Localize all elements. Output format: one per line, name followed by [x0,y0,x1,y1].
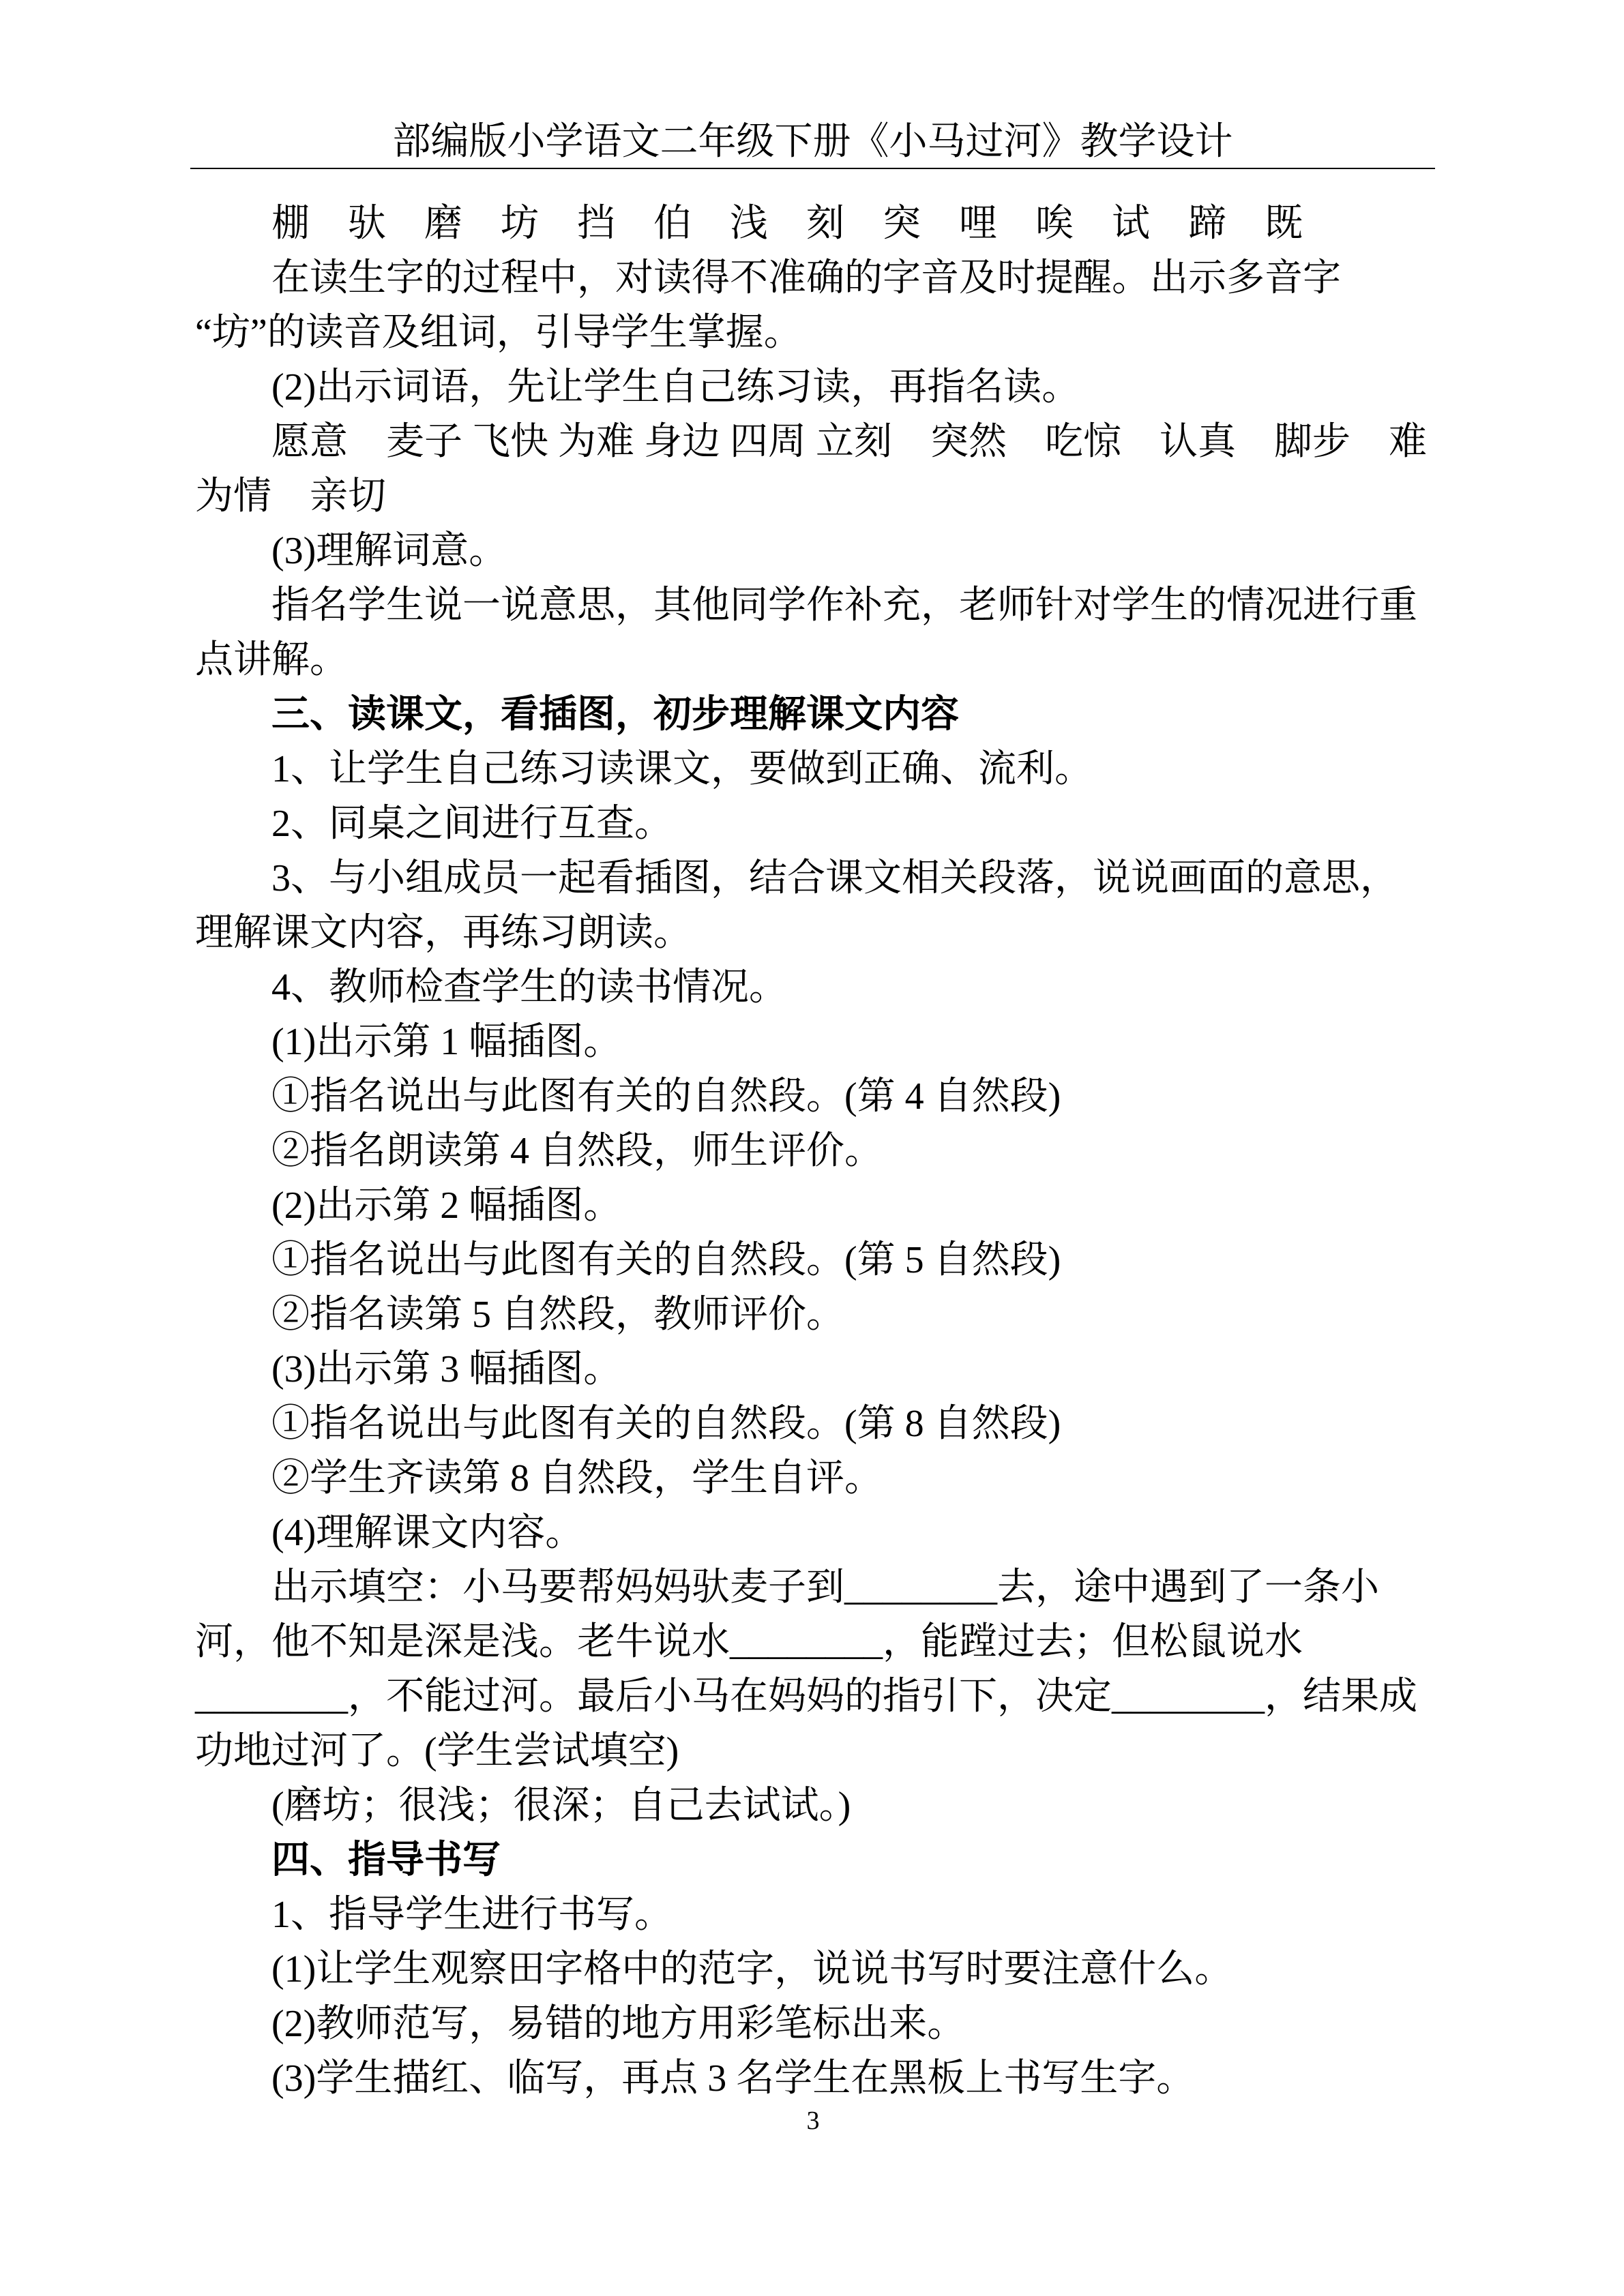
text-line: 功地过河了。(学生尝试填空) [195,1730,679,1772]
text-line: 2、同桌之间进行互查。 [271,803,673,845]
text-line: 在读生字的过程中，对读得不准确的字音及时提醒。出示多音字 [271,257,1341,299]
text-line: (2)出示第 2 幅插图。 [271,1184,622,1227]
text-line: 点讲解。 [195,639,348,681]
text-line: 理解课文内容，再练习朗读。 [195,912,692,954]
text-line: (2)教师范写，易错的地方用彩笔标出来。 [271,2003,966,2045]
page-number: 3 [806,2106,820,2135]
text-line: 河，他不知是深是浅。老牛说水________，能蹚过去；但松鼠说水 [195,1621,1303,1663]
text-line: ①指名说出与此图有关的自然段。(第 5 自然段) [271,1239,1061,1281]
text-line: 3、与小组成员一起看插图，结合课文相关段落，说说画面的意思， [271,857,1398,899]
header-rule [190,168,1435,169]
text-line: ________，不能过河。最后小马在妈妈的指引下，决定________，结果成 [195,1675,1417,1718]
text-line: (磨坊；很浅；很深；自己去试试。) [271,1785,851,1827]
text-line: ②学生齐读第 8 自然段，学生自评。 [271,1457,883,1500]
text-line: ①指名说出与此图有关的自然段。(第 8 自然段) [271,1403,1061,1445]
text-line: 4、教师检查学生的读书情况。 [271,966,787,1009]
text-line: (4)理解课文内容。 [271,1512,584,1554]
text-line: ②指名朗读第 4 自然段，师生评价。 [271,1130,883,1172]
section-heading: 三、读课文，看插图，初步理解课文内容 [271,694,959,736]
text-line: (3)理解词意。 [271,530,507,572]
text-line: (2)出示词语，先让学生自己练习读，再指名读。 [271,366,1080,408]
document-body [195,196,1435,2106]
text-line: (3)学生描红、临写，再点 3 名学生在黑板上书写生字。 [271,2057,1195,2100]
text-line: ②指名读第 5 自然段，教师评价。 [271,1294,844,1336]
text-line: 为情 亲切 [195,475,386,518]
text-line: 出示填空：小马要帮妈妈驮麦子到________去，途中遇到了一条小 [271,1566,1379,1609]
section-heading: 四、指导书写 [271,1839,501,1881]
text-line: (1)让学生观察田字格中的范字，说说书写时要注意什么。 [271,1948,1233,1991]
text-line: ①指名说出与此图有关的自然段。(第 4 自然段) [271,1075,1061,1118]
text-line: 指名学生说一说意思，其他同学作补充，老师针对学生的情况进行重 [271,584,1417,627]
document-header-title: 部编版小学语文二年级下册《小马过河》教学设计 [392,121,1233,163]
text-line: 愿意 麦子 飞快 为难 身边 四周 立刻 突然 吃惊 认真 脚步 难 [271,421,1427,463]
text-line: (3)出示第 3 幅插图。 [271,1348,622,1390]
text-line: 棚 驮 磨 坊 挡 伯 浅 刻 突 哩 唉 试 蹄 既 [271,203,1303,245]
text-line: “坊”的读音及组词，引导学生掌握。 [195,312,802,354]
text-line: 1、指导学生进行书写。 [271,1894,673,1936]
text-line: (1)出示第 1 幅插图。 [271,1021,622,1063]
text-line: 1、让学生自己练习读课文，要做到正确、流利。 [271,748,1093,790]
